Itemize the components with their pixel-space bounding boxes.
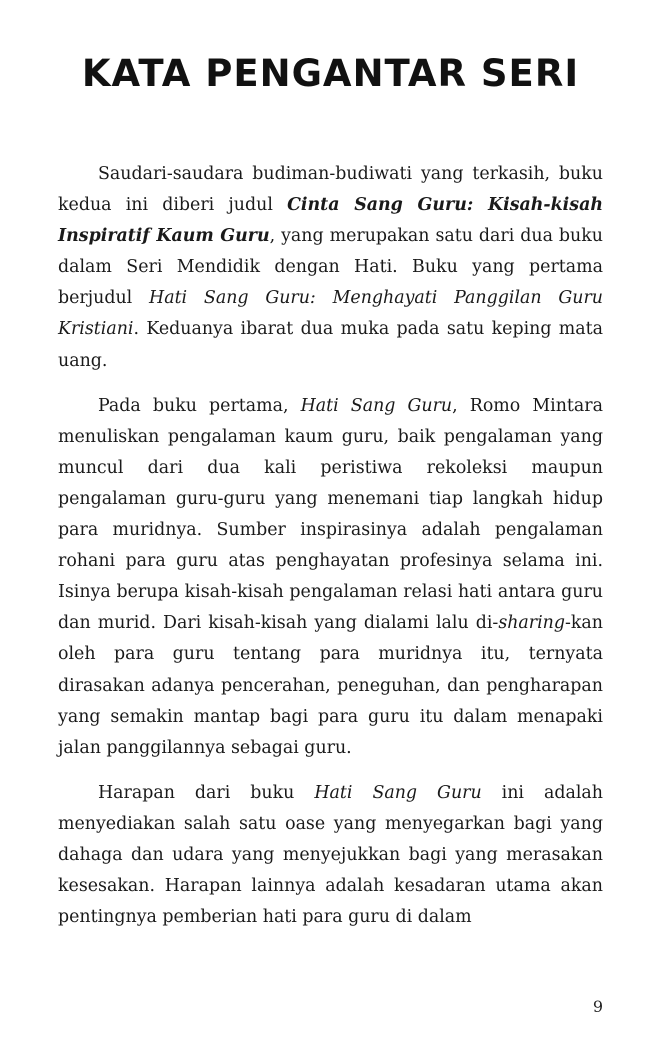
text-run: Saudari-saudara budiman-budiwati yang terkasih, buku kedua ini diberi judul bbox=[58, 164, 603, 216]
text-run: Harapan dari buku bbox=[98, 782, 315, 803]
text-run: . Keduanya ibarat dua muka pada satu keping mata uang. bbox=[58, 319, 603, 371]
body-text bbox=[58, 159, 603, 947]
text-run: , Romo Mintara menuliskan pengalaman kaum guru, baik pengalaman yang muncul dari dua kali peristiwa rekoleksi maupun pengalaman guru-guru yang menemani tiap langkah hidup para muridnya. Sumber inspirasinya adalah pengalaman rohani para guru atas penghayatan profesinya selama ini. Isinya berupa kisah-kisah pengalaman relasi hati antara guru dan murid. Dari kisah-kisah yang dialami lalu di- bbox=[58, 395, 603, 634]
text-run: , yang merupakan satu dari dua buku dalam Seri Mendidik dengan Hati. Buku yang pertama berjudul bbox=[58, 226, 603, 309]
foreign-term-italic: sharing bbox=[498, 613, 566, 634]
paragraph bbox=[58, 159, 603, 377]
book-title-italic: Hati Sang Guru bbox=[314, 782, 482, 803]
book-title-italic: Hati Sang Guru bbox=[300, 395, 453, 416]
text-run: ini adalah menyediakan salah satu oase yang menyegarkan bagi yang dahaga dan udara yang menyejukkan bagi yang merasakan kesesakan. Harapan lainnya adalah kesadaran utama akan pentingnya pemberian hati para guru di dalam bbox=[58, 782, 603, 928]
text-run: Pada buku pertama, bbox=[98, 395, 301, 416]
page-title: KATA PENGANTAR SERI bbox=[81, 52, 580, 95]
book-title-bold-italic: Cinta Sang Guru: Kisah-kisah Inspiratif Kaum Guru bbox=[58, 195, 603, 247]
paragraph bbox=[58, 391, 603, 764]
paragraph bbox=[58, 778, 603, 933]
book-title-italic: Hati Sang Guru: Menghayati Panggilan Guru Kristiani bbox=[58, 288, 603, 340]
page-number: 9 bbox=[592, 997, 603, 1016]
text-run: -kan oleh para guru tentang para muridnya itu, ternyata dirasakan adanya pencerahan, peneguhan, dan pengharapan yang semakin mantap bagi para guru itu dalam menapaki jalan panggilannya sebagai guru. bbox=[58, 613, 603, 758]
